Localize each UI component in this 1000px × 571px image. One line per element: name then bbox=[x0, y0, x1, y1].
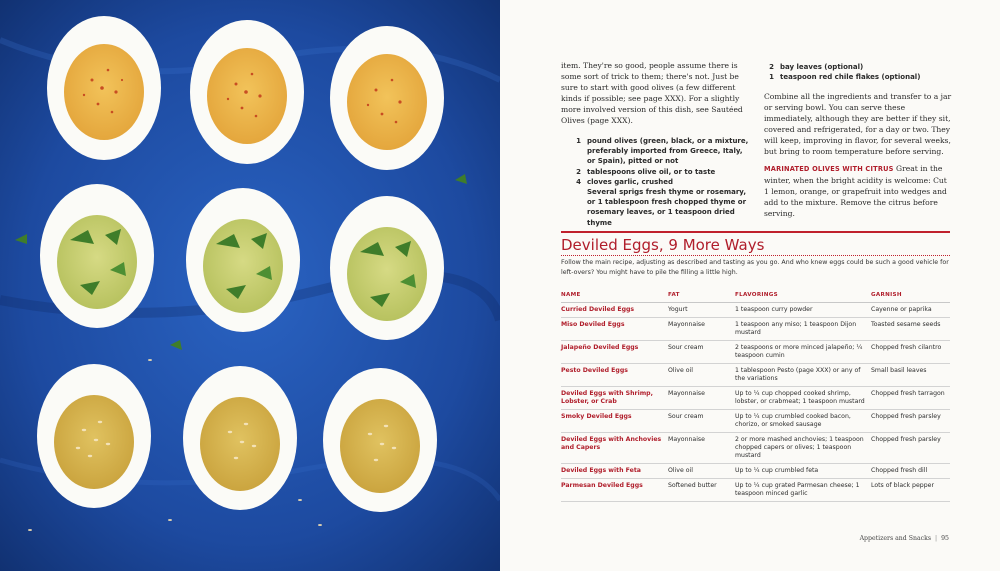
ingredient-item: 4 cloves garlic, crushed bbox=[576, 177, 673, 186]
row-fat: Yogurt bbox=[668, 303, 735, 318]
row-garnish: Chopped fresh parsley bbox=[871, 433, 950, 464]
column-header-name: NAME bbox=[561, 289, 668, 303]
row-flavorings: 2 teaspoons or more minced jalapeño; ¼ teaspoon cumin bbox=[735, 341, 871, 364]
page-footer bbox=[860, 535, 949, 542]
column-header-flavorings: FLAVORINGS bbox=[735, 289, 871, 303]
row-name: Deviled Eggs with Shrimp, Lobster, or Crab bbox=[561, 387, 668, 410]
column-header-garnish: GARNISH bbox=[871, 289, 950, 303]
ingredient-item: 2 tablespoons olive oil, or to taste bbox=[576, 167, 716, 176]
row-name: Deviled Eggs with Feta bbox=[561, 464, 668, 479]
ingredient-item: Several sprigs fresh thyme or rosemary, or 1 tablespoon fresh chopped thyme or rosemary leaves, or 1 teaspoon dried thyme bbox=[587, 188, 747, 227]
row-garnish: Toasted sesame seeds bbox=[871, 318, 950, 341]
deviled-egg-paprika bbox=[190, 20, 304, 164]
ingredient-item: 1 pound olives (green, black, or a mixture, preferably imported from Greece, Italy, or Spain), pitted or not bbox=[576, 137, 749, 166]
row-flavorings: 1 teaspoon curry powder bbox=[735, 303, 871, 318]
table-row bbox=[561, 410, 950, 433]
deviled-eggs-table bbox=[561, 289, 950, 502]
row-fat: Mayonnaise bbox=[668, 387, 735, 410]
olives-ingredient-list-continued bbox=[764, 62, 952, 82]
row-garnish: Cayenne or paprika bbox=[871, 303, 950, 318]
row-flavorings: 1 teaspoon any miso; 1 teaspoon Dijon mustard bbox=[735, 318, 871, 341]
section-rule-top bbox=[561, 231, 950, 233]
variation-title: MARINATED OLIVES WITH CITRUS bbox=[764, 165, 894, 174]
row-fat: Olive oil bbox=[668, 464, 735, 479]
table-row bbox=[561, 464, 950, 479]
row-name: Pesto Deviled Eggs bbox=[561, 364, 668, 387]
deviled-egg-pesto bbox=[40, 184, 154, 328]
row-garnish: Chopped fresh tarragon bbox=[871, 387, 950, 410]
table-row bbox=[561, 479, 950, 502]
table-row bbox=[561, 341, 950, 364]
table-row bbox=[561, 387, 950, 410]
deviled-egg-sesame bbox=[37, 364, 151, 508]
row-flavorings: Up to ¼ cup chopped cooked shrimp, lobster, or crabmeat; 1 teaspoon mustard bbox=[735, 387, 871, 410]
variation-paragraph bbox=[764, 163, 952, 219]
row-name: Deviled Eggs with Anchovies and Capers bbox=[561, 433, 668, 464]
olives-method-text: Combine all the ingredients and transfer to a jar or serving bowl. You can serve these immediately, although they are better if they sit, covered and refrigerated, for a day or two. They will keep, improving in flavor, for several weeks, but bring to room temperature before serving. bbox=[764, 92, 952, 157]
deviled-egg-pesto bbox=[186, 188, 300, 332]
table-row bbox=[561, 433, 950, 464]
row-fat: Mayonnaise bbox=[668, 433, 735, 464]
row-garnish: Small basil leaves bbox=[871, 364, 950, 387]
row-name: Parmesan Deviled Eggs bbox=[561, 479, 668, 502]
row-name: Jalapeño Deviled Eggs bbox=[561, 341, 668, 364]
row-garnish: Lots of black pepper bbox=[871, 479, 950, 502]
deviled-egg-paprika bbox=[47, 16, 161, 160]
row-name: Smoky Deviled Eggs bbox=[561, 410, 668, 433]
column-header-fat: FAT bbox=[668, 289, 735, 303]
section-intro: Follow the main recipe, adjusting as described and tasting as you go. And who knew eggs could be such a good vehicle for left-overs? You might have to pile the filling a little high. bbox=[561, 259, 949, 276]
ingredient-item: 2 bay leaves (optional) bbox=[769, 63, 864, 71]
footer-section-name: Appetizers and Snacks bbox=[859, 535, 932, 542]
row-flavorings: 1 tablespoon Pesto (page XXX) or any of the variations bbox=[735, 364, 871, 387]
row-fat: Sour cream bbox=[668, 341, 735, 364]
row-fat: Mayonnaise bbox=[668, 318, 735, 341]
table-row bbox=[561, 364, 950, 387]
row-name: Curried Deviled Eggs bbox=[561, 303, 668, 318]
ingredient-item: 1 teaspoon red chile flakes (optional) bbox=[769, 73, 921, 82]
right-column bbox=[764, 62, 952, 219]
table-row bbox=[561, 318, 950, 341]
variation-text: Great in the winter, when the bright acidity is welcome: Cut 1 lemon, orange, or grapefruit into wedges and add to the mixture. Remove the citrus before serving. bbox=[764, 164, 947, 219]
footer-separator: | bbox=[935, 535, 938, 542]
row-name: Miso Deviled Eggs bbox=[561, 318, 668, 341]
row-garnish: Chopped fresh cilantro bbox=[871, 341, 950, 364]
table-row bbox=[561, 303, 950, 318]
row-fat: Olive oil bbox=[668, 364, 735, 387]
row-garnish: Chopped fresh dill bbox=[871, 464, 950, 479]
table-header-row bbox=[561, 289, 950, 303]
deviled-egg-pesto bbox=[330, 196, 444, 340]
recipe-page bbox=[500, 0, 1000, 571]
page-number: 95 bbox=[941, 535, 949, 542]
row-fat: Sour cream bbox=[668, 410, 735, 433]
section-title: Deviled Eggs, 9 More Ways bbox=[561, 236, 765, 254]
left-column bbox=[561, 60, 751, 228]
row-fat: Softened butter bbox=[668, 479, 735, 502]
row-flavorings: Up to ¼ cup crumbled cooked bacon, chorizo, or smoked sausage bbox=[735, 410, 871, 433]
row-flavorings: 2 or more mashed anchovies; 1 teaspoon chopped capers or olives; 1 teaspoon mustard bbox=[735, 433, 871, 464]
row-flavorings: Up to ¼ cup grated Parmesan cheese; 1 teaspoon minced garlic bbox=[735, 479, 871, 502]
row-garnish: Chopped fresh parsley bbox=[871, 410, 950, 433]
row-flavorings: Up to ¼ cup crumbled feta bbox=[735, 464, 871, 479]
deviled-egg-sesame bbox=[183, 366, 297, 510]
olives-ingredient-list bbox=[561, 136, 751, 228]
olives-intro-text: item. They're so good, people assume there is some sort of trick to them; there's not. Just be sure to start with good olives (a few different kinds if possible; see page XXX). For a slightly more involved version of this dish, see Sautéed Olives (page XXX). bbox=[561, 61, 743, 125]
deviled-egg-paprika bbox=[330, 26, 444, 170]
deviled-egg-sesame bbox=[323, 368, 437, 512]
